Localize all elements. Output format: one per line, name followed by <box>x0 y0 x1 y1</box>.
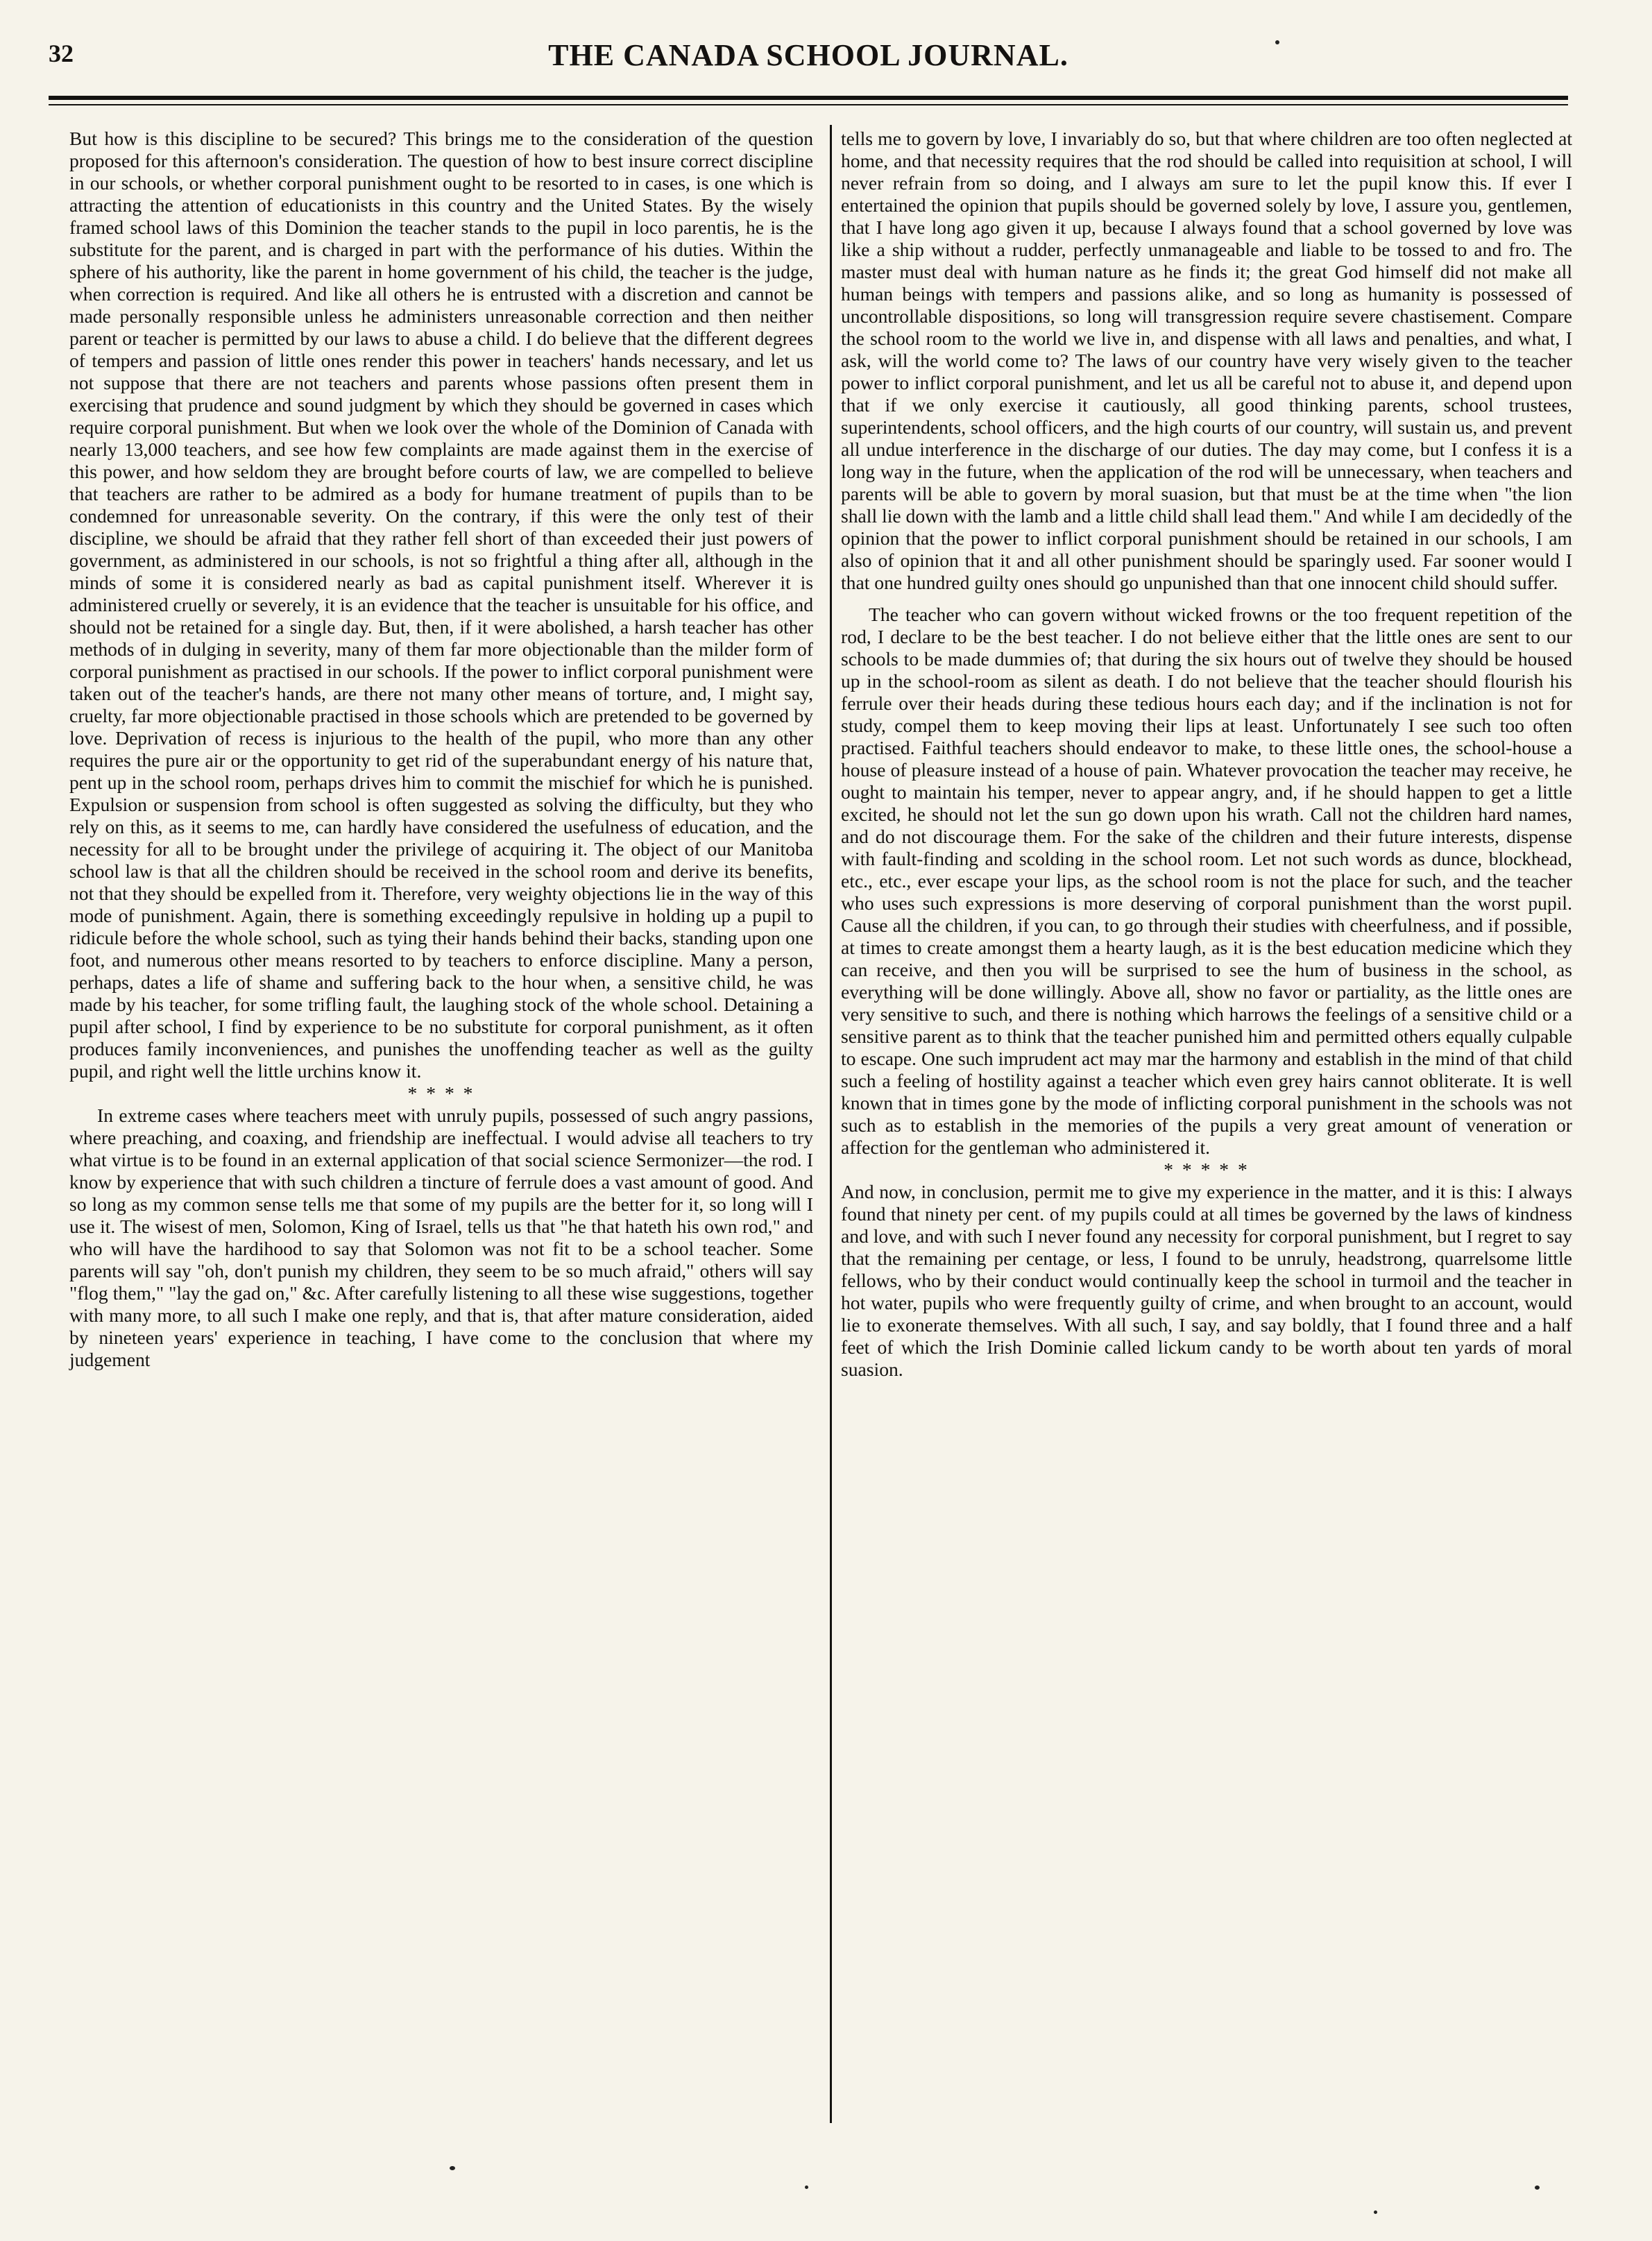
right-column <box>841 128 1572 1381</box>
print-speck <box>1275 40 1279 44</box>
section-break-stars: * * * * <box>407 1082 475 1104</box>
paragraph: But how is this discipline to be secured? This brings me to the consideration of the question proposed for this afternoon's consideration. The question of how to best insure correct discipline in our schools, or whether corporal punishment ought to be resorted to in cases, is one which is attracting the attention of educationists in this country and the United States. By the wisely framed school laws of this Dominion the teacher stands to the pupil in loco parentis, he is the substitute for the parent, and is charged in part with the performance of his duties. Within the sphere of his authority, like the parent in home government of his child, the teacher is the judge, when correction is required. And like all others he is entrusted with a discretion and cannot be made personally responsible unless he administers unreasonable correction and then neither parent or teacher is permitted by our laws to abuse a child. I do believe that the different degrees of tempers and passion of little ones render this power in teachers' hands necessary, and let us not suppose that there are not teachers and parents whose passions often present them in exercising that prudence and sound judgment by which they should be governed in cases which require corporal punishment. But when we look over the whole of the Dominion of Canada with nearly 13,000 teachers, and see how few complaints are made against them in the exercise of this power, and how seldom they are brought before courts of law, we are compelled to believe that teachers are rather to be admired as a body for humane treatment of pupils than to be condemned for unreasonable severity. On the contrary, if this were the only test of their discipline, we should be afraid that they rather fell short of than exceeded their just powers of government, as administered in our schools, is not so frightful a thing after all, although in the minds of some it is considered nearly as bad as capital punishment itself. Wherever it is administered cruelly or severely, it is an evidence that the teacher is unsuitable for his office, and should not be retained for a single day. But, then, if it were abolished, a harsh teacher has other methods of in dulging in severity, many of them far more objectionable than the milder form of corporal punishment as practised in our schools. If the power to inflict corporal punishment were taken out of the teacher's hands, are there not many other means of torture, and, I might say, cruelty, far more objectionable practised in those schools which are pretended to be governed by love. Deprivation of recess is injurious to the health of the pupil, who more than any other requires the pure air or the opportunity to get rid of the superabundant energy of his nature that, pent up in the school room, perhaps drives him to commit the mischief for which he is punished. Expulsion or suspension from school is often suggested as solving the difficulty, but they who rely on this, as it seems to me, can hardly have considered the usefulness of education, and the necessity for all to be brought under the privilege of acquiring it. The object of our Manitoba school law is that all the children should be received in the school room and derive its benefits, not that they should be expelled from it. Therefore, very weighty objections lie in the way of this mode of punishment. Again, there is something exceedingly repulsive in holding up a pupil to ridicule before the whole school, such as tying their hands behind their backs, standing upon one foot, and numerous other means resorted to by teachers to enforce discipline. Many a person, perhaps, dates a life of shame and suffering back to the hour when, a sensitive child, he was made by his teacher, for some trifling fault, the laughing stock of the whole school. Detaining a pupil after school, I find by experience to be no substitute for corporal punishment, as it often produces family inconveniences, and punishes the unoffending teacher as well as the guilty pupil, and right well the little urchins know it. <box>69 128 813 1082</box>
paragraph: tells me to govern by love, I invariably do so, but that where children are too often neglected at home, and that necessity requires that the rod should be called into requisition at school, I will never refrain from so doing, and I always am sure to let the pupil know this. If ever I entertained the opinion that pupils should be governed solely by love, I assure you, gentlemen, that I have long ago given it up, because I always found that a school governed by love was like a ship without a rudder, perfectly unmanageable and liable to be tossed to and fro. The master must deal with human nature as he finds it; the great God himself did not make all human beings with tempers and passions alike, and so long as humanity is possessed of uncontrollable dispositions, so long will transgression require severe chastisement. Compare the school room to the world we live in, and dispense with all laws and penalties, and what, I ask, will the world come to? The laws of our country have very wisely given to the teacher power to inflict corporal punishment, and let us all be careful not to abuse it, and depend upon that if we only exercise it cautiously, all good thinking parents, school trustees, superintendents, school officers, and the high courts of our country, will sustain us, and prevent all undue interference in the discharge of our duties. The day may come, but I confess it is a long way in the future, when the application of the rod will be unnecessary, when teachers and parents will be able to govern by moral suasion, but that must be at the time when "the lion shall lie down with the lamb and a little child shall lead them." And while I am decidedly of the opinion that the power to inflict corporal punishment should be retained in our schools, I am also of opinion that it and all other punishment should be sparingly used. Far sooner would I that one hundred guilty ones should go unpunished than that one innocent child should suffer. <box>841 128 1572 593</box>
paragraph: The teacher who can govern without wicked frowns or the too frequent repetition of the rod, I declare to be the best teacher. I do not believe either that the little ones are sent to our schools to be made dummies of; that during the six hours out of twelve they should be housed up in the school-room as silent as death. I do not believe that the teacher should flourish his ferrule over their heads during these tedious hours each day; and if the inclination is not for study, compel them to keep moving their lips at least. Unfortunately I see such too often practised. Faithful teachers should endeavor to make, to these little ones, the school-house a house of pleasure instead of a house of pain. Whatever provocation the teacher may receive, he ought to maintain his temper, never to appear angry, and, if he should happen to get a little excited, he should not let the sun go down upon his wrath. Call not the children hard names, and do not discourage them. For the sake of the children and their future interests, dispense with fault-finding and scolding in the school room. Let not such words as dunce, blockhead, etc., etc., ever escape your lips, as the school room is not the place for such, and the teacher who uses such expressions is more deserving of corporal punishment than the worst pupil. Cause all the children, if you can, to go through their studies with cheerfulness, and if possible, at times to create amongst them a hearty laugh, as it is the best education medicine which they can receive, and then you will be surprised to see the hum of business in the school, as everything will be done willingly. Above all, show no favor or partiality, as the little ones are very sensitive to such, and there is nothing which harrows the feelings of a sensitive child or a sensitive parent as to think that the teacher punished him and permitted others equally culpable to escape. One such imprudent act may mar the harmony and establish in the mind of that child such a feeling of hostility against a teacher which even grey hairs cannot obliterate. It is well known that in times gone by the mode of inflicting corporal punishment in the schools was not such as to establish in the memories of the pupils a very great amount of veneration or affection for the gentleman who administered it. <box>841 604 1572 1158</box>
print-speck <box>450 2166 455 2170</box>
paragraph: And now, in conclusion, permit me to give my experience in the matter, and it is this: I always found that ninety per cent. of my pupils could at all times be governed by the laws of kindness and love, and with such I never found any necessity for corporal punishment, but I regret to say that the remaining per centage, or less, I found to be unruly, headstrong, quarrelsome little fellows, who by their conduct would continually keep the school in turmoil and the teacher in hot water, pupils who were frequently guilty of crime, and when brought to an account, would lie to exonerate themselves. With all such, I say, and say boldly, that I found three and a half feet of which the Irish Dominie called lickum candy to be worth about ten yards of moral suasion. <box>841 1181 1572 1380</box>
header-rule-thin <box>49 104 1568 105</box>
left-column <box>69 128 813 1371</box>
journal-title: THE CANADA SCHOOL JOURNAL. <box>548 38 1068 72</box>
page-header <box>49 33 1568 75</box>
print-speck <box>1535 2185 1540 2190</box>
print-speck <box>1374 2210 1377 2214</box>
print-speck <box>805 2185 808 2189</box>
header-rule-thick <box>49 96 1568 100</box>
page-number: 32 <box>49 40 74 67</box>
column-divider <box>830 125 832 2123</box>
section-break-stars: * * * * * <box>1164 1159 1250 1180</box>
paragraph: In extreme cases where teachers meet with unruly pupils, possessed of such angry passions, where preaching, and coaxing, and friendship are ineffectual. I would advise all teachers to try what virtue is to be found in an external application of that social science Sermonizer—the rod. I know by experience that with such children a tincture of ferrule does a vast amount of good. And so long as my common sense tells me that some of my pupils are the better for it, so long will I use it. The wisest of men, Solomon, King of Israel, tells us that "he that hateth his own rod," and who will have the hardihood to say that Solomon was not fit to be a school teacher. Some parents will say "oh, don't punish my children, they seem to be so much afraid," others will say "flog them," "lay the gad on," &c. After carefully listening to all these wise suggestions, together with many more, to all such I make one reply, and that is, that after mature consideration, aided by nineteen years' experience in teaching, I have come to the conclusion that where my judgement <box>69 1105 813 1370</box>
